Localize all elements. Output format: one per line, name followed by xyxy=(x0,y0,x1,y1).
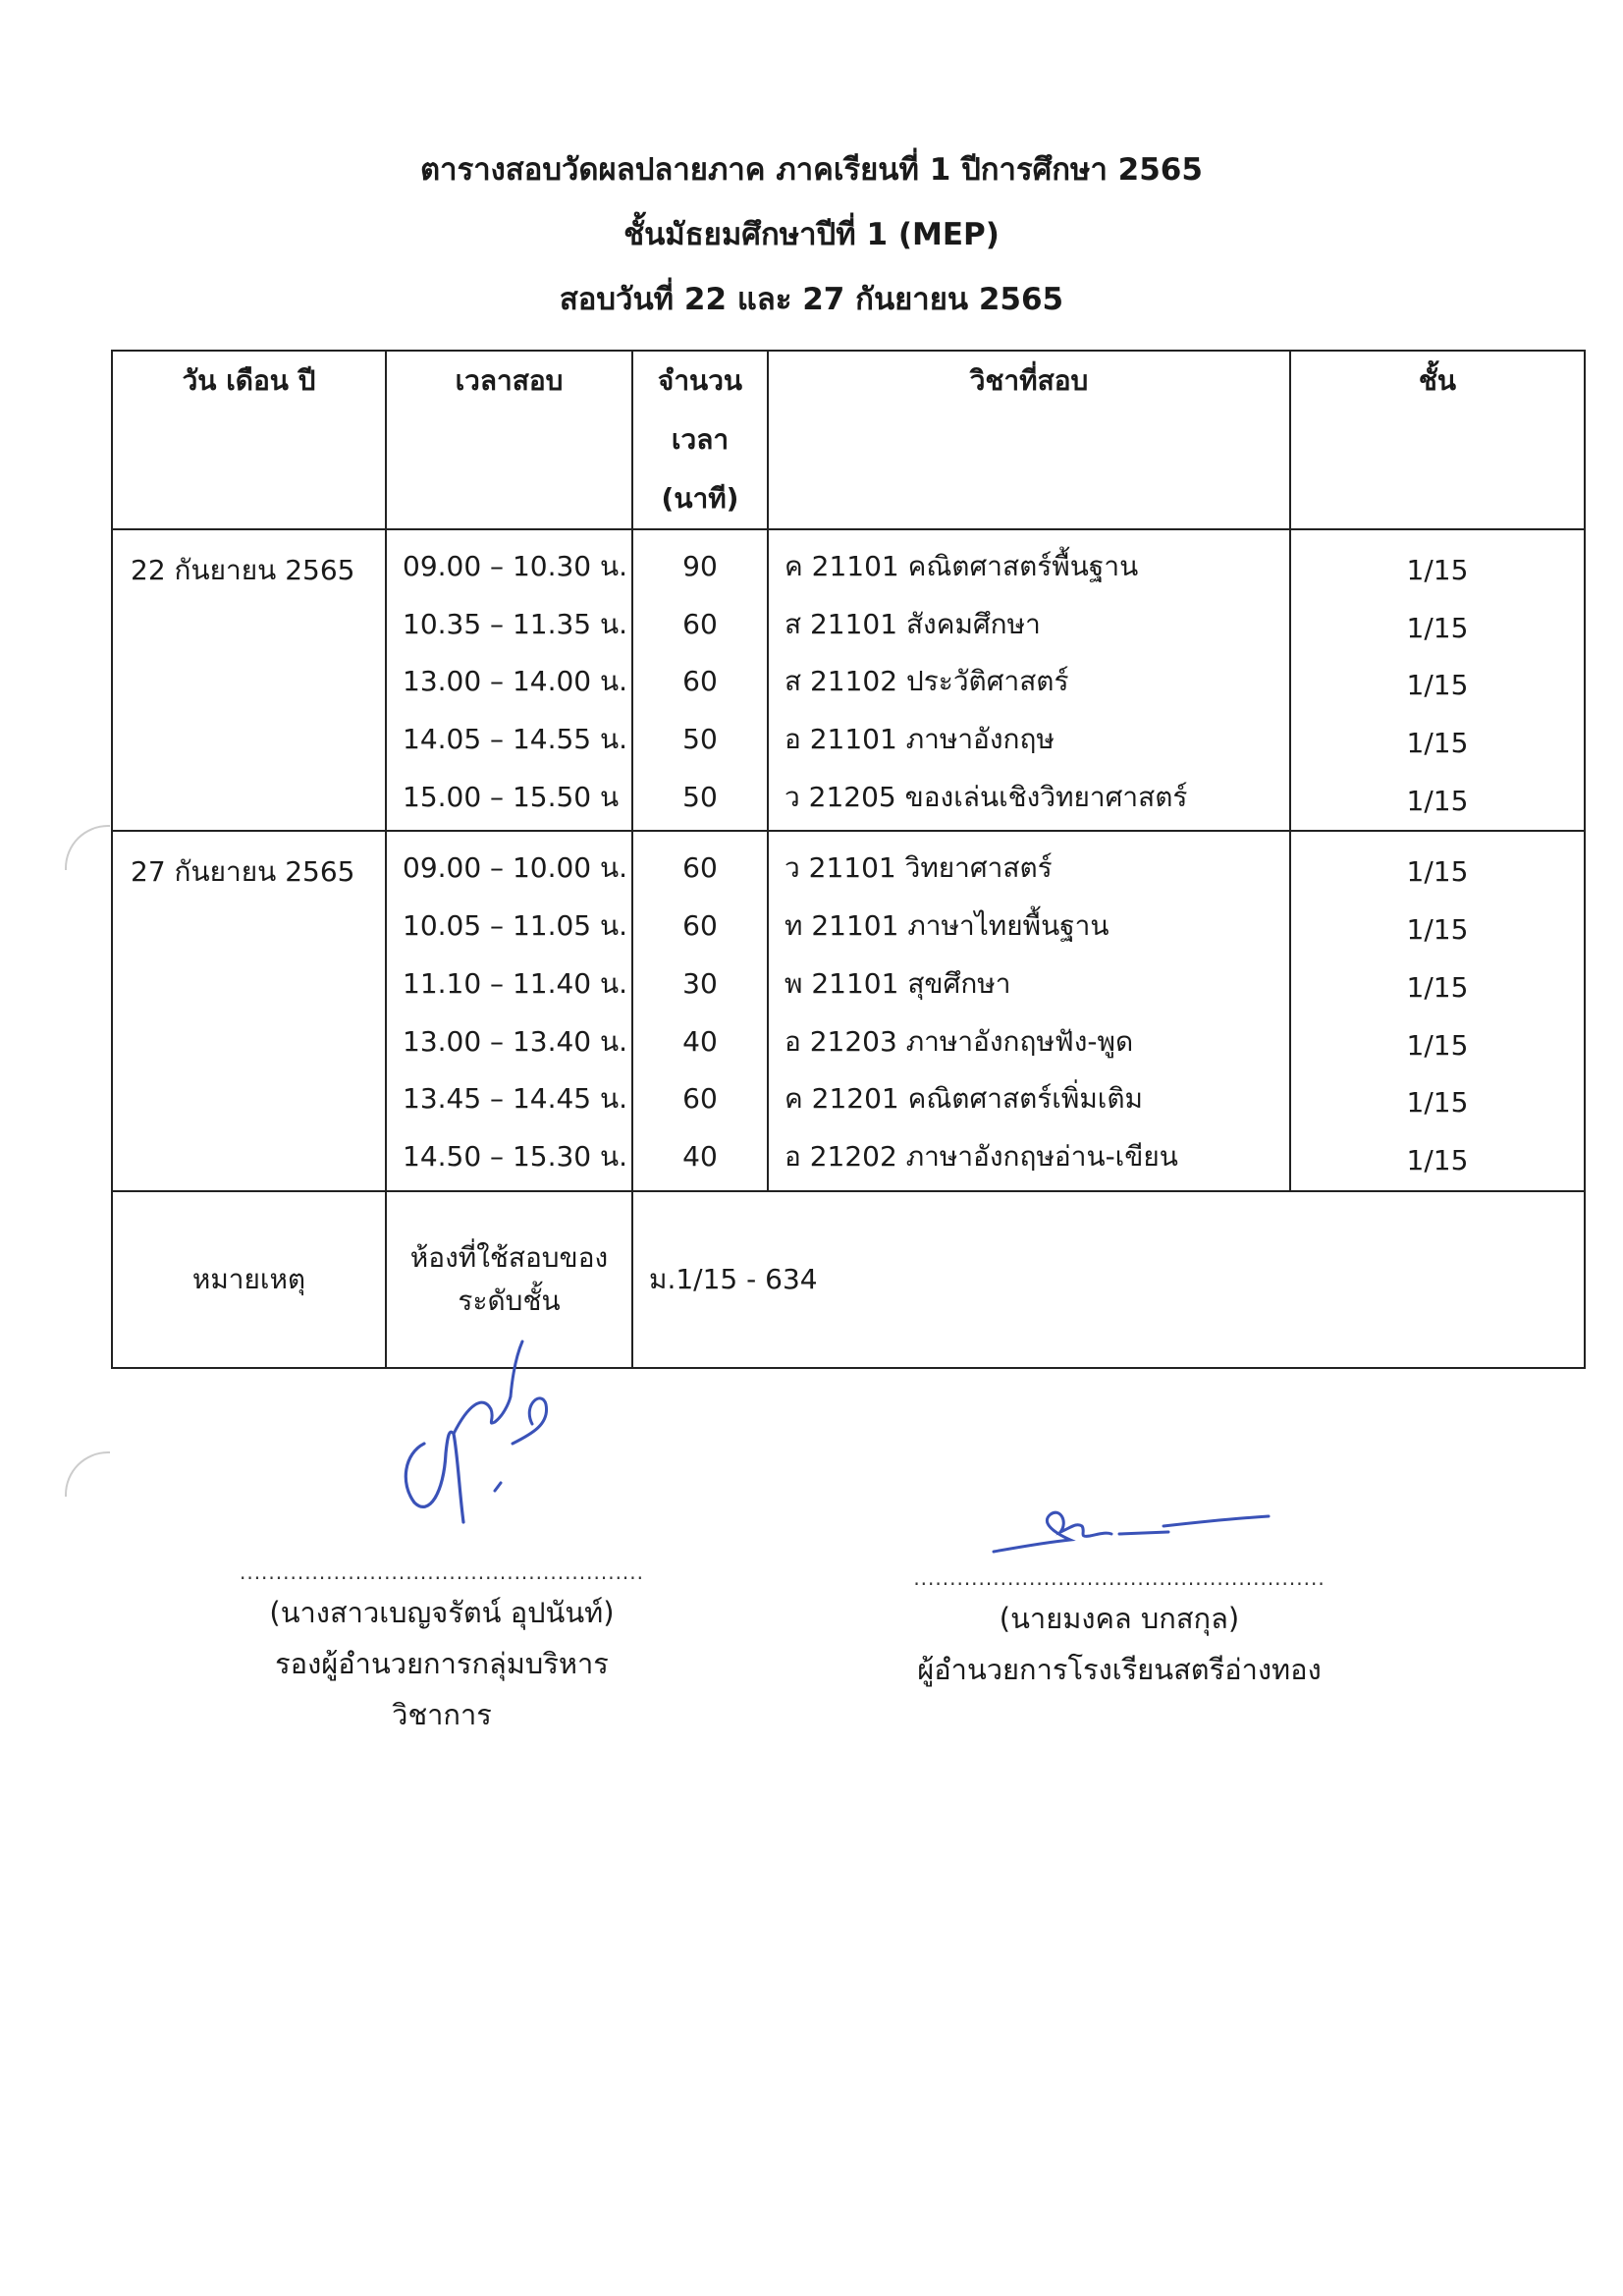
table-cell: ท 21101 ภาษาไทยพื้นฐาน xyxy=(784,909,1109,943)
table-cell: 13.00 – 13.40 น. xyxy=(403,1024,628,1058)
title-line-1: ตารางสอบวัดผลปลายภาค ภาคเรียนที่ 1 ปีการศึกษา 2565 xyxy=(420,152,1203,188)
table-cell: 1/15 xyxy=(1406,855,1469,889)
table-cell: ค 21201 คณิตศาสตร์เพิ่มเติม xyxy=(784,1082,1143,1116)
table-cell: 1/15 xyxy=(1406,784,1469,817)
table-cell: 10.05 – 11.05 น. xyxy=(403,909,628,943)
room-value: ม.1/15 - 634 xyxy=(632,1191,1585,1368)
time-cell-day-1 xyxy=(386,529,632,831)
table-cell: อ 21203 ภาษาอังกฤษฟัง-พูด xyxy=(784,1024,1134,1058)
table-cell: 1/15 xyxy=(1406,1143,1469,1176)
table-cell: ว 21205 ของเล่นเชิงวิทยาศาสตร์ xyxy=(784,780,1188,813)
table-cell: ค 21101 คณิตศาสตร์พื้นฐาน xyxy=(784,550,1139,582)
date-cell-day-1: 22 กันยายน 2565 xyxy=(112,529,386,831)
signature-block-left xyxy=(236,1558,648,1740)
table-cell: อ 21101 ภาษาอังกฤษ xyxy=(784,723,1055,756)
table-cell: 60 xyxy=(682,1082,718,1116)
signature-line-right: ......................................................... xyxy=(913,1566,1325,1590)
table-cell: พ 21101 สุขศึกษา xyxy=(784,966,1011,1000)
header-subject: วิชาที่สอบ xyxy=(768,351,1290,529)
title-line-3: สอบวันที่ 22 และ 27 กันยายน 2565 xyxy=(559,282,1064,317)
signer-position-right: ผู้อำนวยการโรงเรียนสตรีอ่างทอง xyxy=(917,1653,1322,1686)
subject-cell-day-1 xyxy=(768,529,1290,831)
table-cell: ส 21102 ประวัติศาสตร์ xyxy=(784,665,1069,698)
punch-hole-mark-top xyxy=(65,825,110,870)
signature-director xyxy=(992,1493,1276,1561)
table-cell: 13.45 – 14.45 น. xyxy=(403,1082,628,1116)
room-label: ห้องที่ใช้สอบของระดับชั้น xyxy=(386,1191,632,1368)
table-cell: 14.05 – 14.55 น. xyxy=(403,723,628,756)
table-cell: 09.00 – 10.30 น. xyxy=(403,550,628,582)
table-header-row xyxy=(112,351,1585,529)
signer-position-left: รองผู้อำนวยการกลุ่มบริหารวิชาการ xyxy=(275,1647,609,1731)
minutes-cell-day-2 xyxy=(632,831,768,1190)
table-cell: 60 xyxy=(682,665,718,698)
minutes-cell-day-1 xyxy=(632,529,768,831)
table-row-day-2 xyxy=(112,831,1585,1190)
exam-schedule-table xyxy=(111,350,1586,1369)
table-cell: 40 xyxy=(682,1139,718,1173)
table-cell: 1/15 xyxy=(1406,727,1469,760)
date-cell-day-2: 27 กันยายน 2565 xyxy=(112,831,386,1190)
table-cell: ส 21101 สังคมศึกษา xyxy=(784,607,1041,640)
table-cell: 30 xyxy=(682,966,718,1000)
table-cell: 60 xyxy=(682,607,718,640)
header-duration: จำนวน เวลา (นาที) xyxy=(632,351,768,529)
table-cell: 50 xyxy=(682,780,718,813)
table-cell: 40 xyxy=(682,1024,718,1058)
table-cell: 1/15 xyxy=(1406,554,1469,586)
table-cell: 13.00 – 14.00 น. xyxy=(403,665,628,698)
class-cell-day-2 xyxy=(1290,831,1585,1190)
signature-line-left: ........................................................ xyxy=(239,1560,644,1584)
table-cell: 1/15 xyxy=(1406,1086,1469,1120)
note-row xyxy=(112,1191,1585,1368)
table-cell: 1/15 xyxy=(1406,970,1469,1004)
table-cell: 14.50 – 15.30 น. xyxy=(403,1139,628,1173)
table-row-day-1 xyxy=(112,529,1585,831)
table-cell: 15.00 – 15.50 น xyxy=(403,780,620,813)
punch-hole-mark-bottom xyxy=(65,1451,110,1497)
table-cell: 60 xyxy=(682,851,718,885)
document-title xyxy=(0,137,1623,332)
signature-block-right xyxy=(913,1563,1325,1695)
note-label: หมายเหตุ xyxy=(112,1191,386,1368)
table-cell: 50 xyxy=(682,723,718,756)
table-cell: 09.00 – 10.00 น. xyxy=(403,851,628,885)
time-cell-day-2 xyxy=(386,831,632,1190)
subject-cell-day-2 xyxy=(768,831,1290,1190)
signer-name-left: (นางสาวเบญจรัตน์ อุปนันท์) xyxy=(269,1596,615,1629)
title-line-2: ชั้นมัธยมศึกษาปีที่ 1 (MEP) xyxy=(623,217,1000,252)
header-date: วัน เดือน ปี xyxy=(112,351,386,529)
table-cell: 1/15 xyxy=(1406,1028,1469,1062)
table-cell: 1/15 xyxy=(1406,669,1469,702)
table-cell: 90 xyxy=(682,550,718,582)
table-cell: ว 21101 วิทยาศาสตร์ xyxy=(784,851,1053,885)
table-cell: 10.35 – 11.35 น. xyxy=(403,607,628,640)
table-cell: 60 xyxy=(682,909,718,943)
table-cell: อ 21202 ภาษาอังกฤษอ่าน-เขียน xyxy=(784,1139,1178,1173)
header-class: ชั้น xyxy=(1290,351,1585,529)
header-time: เวลาสอบ xyxy=(386,351,632,529)
table-cell: 1/15 xyxy=(1406,913,1469,947)
signature-vice-director xyxy=(385,1336,562,1532)
signer-name-right: (นายมงคล บกสกุล) xyxy=(999,1602,1240,1635)
table-cell: 1/15 xyxy=(1406,611,1469,644)
class-cell-day-1 xyxy=(1290,529,1585,831)
table-cell: 11.10 – 11.40 น. xyxy=(403,966,628,1000)
